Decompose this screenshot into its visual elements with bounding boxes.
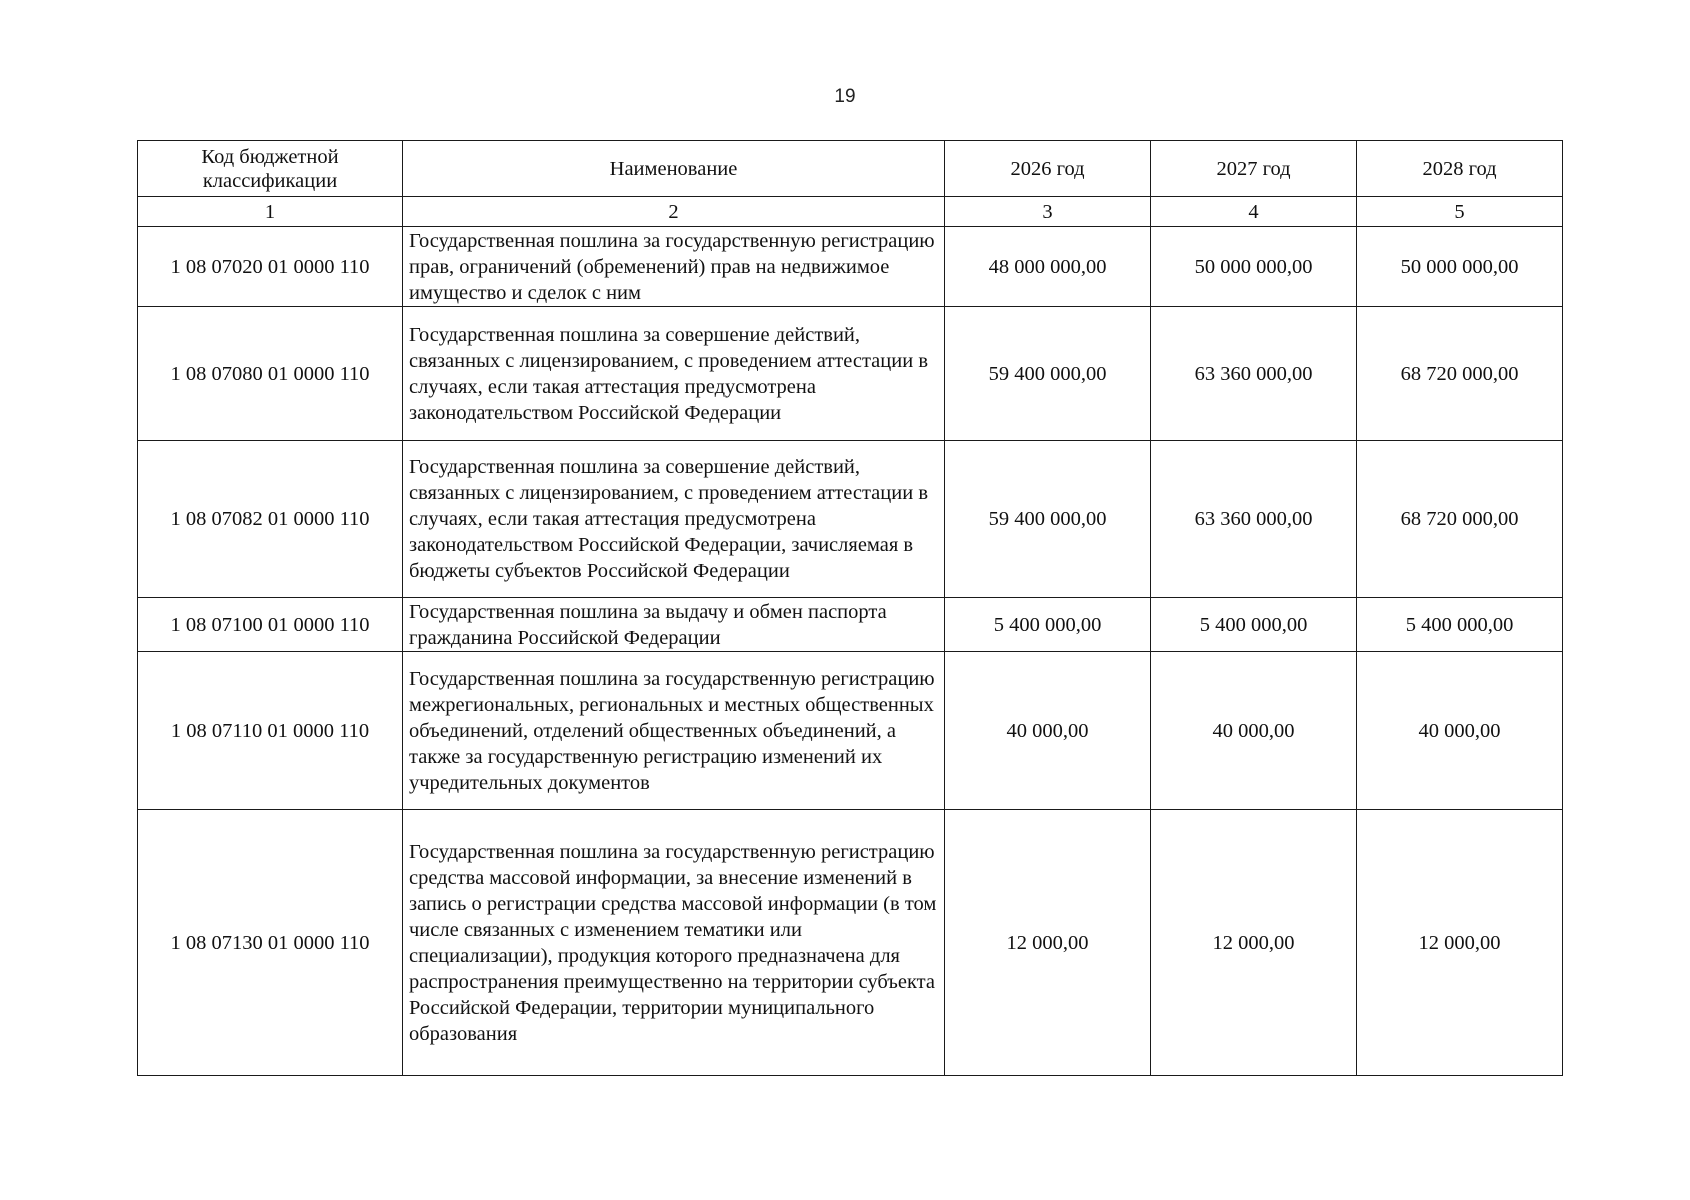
amount-2027-cell: 12 000,00 <box>1151 810 1357 1076</box>
budget-code-cell: 1 08 07080 01 0000 110 <box>138 307 403 441</box>
column-number: 1 <box>138 197 403 227</box>
table-row <box>138 810 1563 1076</box>
amount-2028-cell: 68 720 000,00 <box>1357 307 1563 441</box>
budget-code-cell: 1 08 07110 01 0000 110 <box>138 652 403 810</box>
budget-code-cell: 1 08 07082 01 0000 110 <box>138 441 403 598</box>
table-row <box>138 652 1563 810</box>
column-number: 5 <box>1357 197 1563 227</box>
budget-code-cell: 1 08 07130 01 0000 110 <box>138 810 403 1076</box>
amount-2028-cell: 40 000,00 <box>1357 652 1563 810</box>
budget-code-cell: 1 08 07100 01 0000 110 <box>138 598 403 652</box>
amount-2026-cell: 48 000 000,00 <box>945 227 1151 307</box>
name-cell: Государственная пошлина за выдачу и обмен паспорта гражданина Российской Федерации <box>403 598 945 652</box>
header-code: Код бюджетной классификации <box>138 141 403 197</box>
amount-2026-cell: 59 400 000,00 <box>945 441 1151 598</box>
header-name: Наименование <box>403 141 945 197</box>
table-header-row <box>138 141 1563 197</box>
header-year-2027: 2027 год <box>1151 141 1357 197</box>
column-number: 2 <box>403 197 945 227</box>
table-row <box>138 441 1563 598</box>
amount-2027-cell: 63 360 000,00 <box>1151 441 1357 598</box>
amount-2027-cell: 50 000 000,00 <box>1151 227 1357 307</box>
table-row <box>138 227 1563 307</box>
table-row <box>138 598 1563 652</box>
column-number: 3 <box>945 197 1151 227</box>
amount-2026-cell: 5 400 000,00 <box>945 598 1151 652</box>
page-number: 19 <box>834 86 856 107</box>
amount-2026-cell: 40 000,00 <box>945 652 1151 810</box>
amount-2026-cell: 59 400 000,00 <box>945 307 1151 441</box>
amount-2027-cell: 63 360 000,00 <box>1151 307 1357 441</box>
amount-2028-cell: 68 720 000,00 <box>1357 441 1563 598</box>
header-year-2028: 2028 год <box>1357 141 1563 197</box>
budget-revenue-table <box>137 140 1563 1076</box>
amount-2026-cell: 12 000,00 <box>945 810 1151 1076</box>
budget-code-cell: 1 08 07020 01 0000 110 <box>138 227 403 307</box>
amount-2028-cell: 50 000 000,00 <box>1357 227 1563 307</box>
amount-2027-cell: 40 000,00 <box>1151 652 1357 810</box>
amount-2028-cell: 5 400 000,00 <box>1357 598 1563 652</box>
name-cell: Государственная пошлина за государственную регистрацию средства массовой информации, за внесение изменений в запись о регистрации средства массовой информации (в том числе связанных с изменением тематики или специализации), продукция которого предназначена для распространения преимущественно на территории субъекта Российской Федерации, территории муниципального образования <box>403 810 945 1076</box>
name-cell: Государственная пошлина за совершение действий, связанных с лицензированием, с проведением аттестации в случаях, если такая аттестация предусмотрена законодательством Российской Федерации <box>403 307 945 441</box>
name-cell: Государственная пошлина за государственную регистрацию межрегиональных, региональных и местных общественных объединений, отделений общественных объединений, а также за государственную регистрацию изменений их учредительных документов <box>403 652 945 810</box>
header-year-2026: 2026 год <box>945 141 1151 197</box>
amount-2027-cell: 5 400 000,00 <box>1151 598 1357 652</box>
column-number-row <box>138 197 1563 227</box>
name-cell: Государственная пошлина за государственную регистрацию прав, ограничений (обременений) прав на недвижимое имущество и сделок с ним <box>403 227 945 307</box>
amount-2028-cell: 12 000,00 <box>1357 810 1563 1076</box>
column-number: 4 <box>1151 197 1357 227</box>
table-row <box>138 307 1563 441</box>
name-cell: Государственная пошлина за совершение действий, связанных с лицензированием, с проведением аттестации в случаях, если такая аттестация предусмотрена законодательством Российской Федерации, зачисляемая в бюджеты субъектов Российской Федерации <box>403 441 945 598</box>
